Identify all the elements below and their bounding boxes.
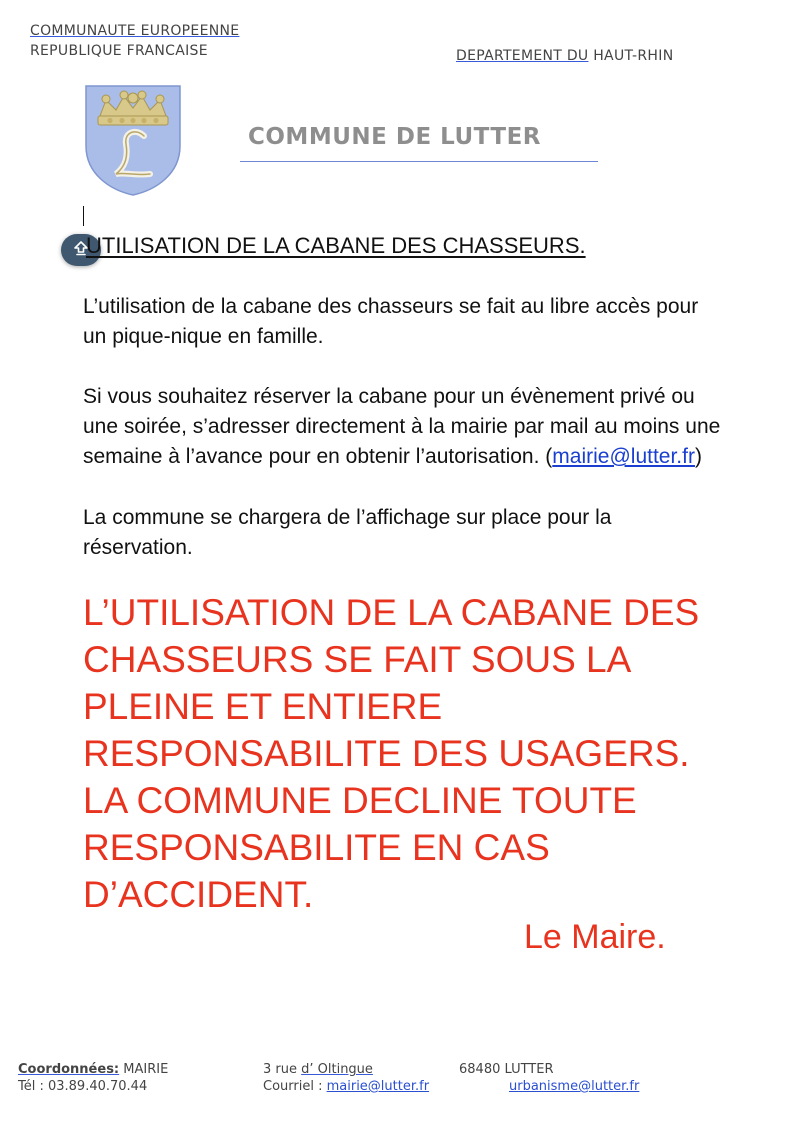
- footer-address: [263, 1061, 429, 1095]
- document-heading: UTILISATION DE LA CABANE DES CHASSEURS.: [86, 233, 586, 258]
- footer-label: Coordonnées:: [18, 1062, 120, 1077]
- paragraph-2-close: ): [694, 445, 702, 468]
- footer-phone: Tél : 03.89.40.70.44: [18, 1079, 148, 1094]
- paragraph-1: L’utilisation de la cabane des chasseurs se fait au libre accès pour un pique-nique en famille.: [83, 295, 699, 348]
- footer-coordinates: [18, 1061, 168, 1078]
- paragraph-2-text: Si vous souhaitez réserver la cabane pour un évènement privé ou une soirée, s’adresser directement à la mairie par mail au moins une semaine à l’avance pour en obtenir l’autorisation. (: [83, 385, 721, 468]
- footer-mairie: MAIRIE: [119, 1062, 169, 1077]
- courriel-label: Courriel :: [263, 1079, 327, 1094]
- title-underline: [240, 161, 598, 162]
- header-department: [456, 48, 673, 64]
- street-prefix: 3 rue: [263, 1062, 302, 1077]
- header-line-1-text: COMMUNAUTE EUROPEENNE: [30, 23, 240, 39]
- urbanisme-email-link[interactable]: urbanisme@lutter.fr: [509, 1079, 640, 1094]
- header-line-2: REPUBLIQUE FRANCAISE: [30, 43, 208, 59]
- footer-contact: [18, 1061, 168, 1095]
- footer-mairie-email-link[interactable]: mairie@lutter.fr: [326, 1079, 430, 1094]
- mairie-email-link[interactable]: mairie@lutter.fr: [552, 445, 695, 468]
- footer-postal: 68480 LUTTER: [459, 1062, 554, 1077]
- commune-title: COMMUNE DE LUTTER: [248, 124, 542, 150]
- department-label: DEPARTEMENT DU: [456, 48, 589, 64]
- responsibility-warning: L’UTILISATION DE LA CABANE DES CHASSEURS SE FAIT SOUS LA PLEINE ET ENTIERE RESPONSABILITE DES USAGERS. LA COMMUNE DECLINE TOUTE RESPONSABILITE EN CAS D’ACCIDENT.: [83, 592, 700, 915]
- footer-courriel: [263, 1078, 429, 1095]
- footer-street: [263, 1061, 429, 1078]
- text-cursor: [83, 206, 84, 226]
- paragraph-2: [83, 382, 723, 472]
- paragraph-3: La commune se chargera de l’affichage sur place pour la réservation.: [83, 506, 612, 559]
- footer-urbanisme: [509, 1078, 639, 1095]
- header-line-1: [30, 23, 239, 39]
- coat-of-arms-icon: [84, 84, 182, 196]
- street-name: d’ Oltingue: [301, 1062, 373, 1077]
- department-suffix: HAUT-RHIN: [588, 48, 674, 64]
- signature: Le Maire.: [524, 918, 666, 956]
